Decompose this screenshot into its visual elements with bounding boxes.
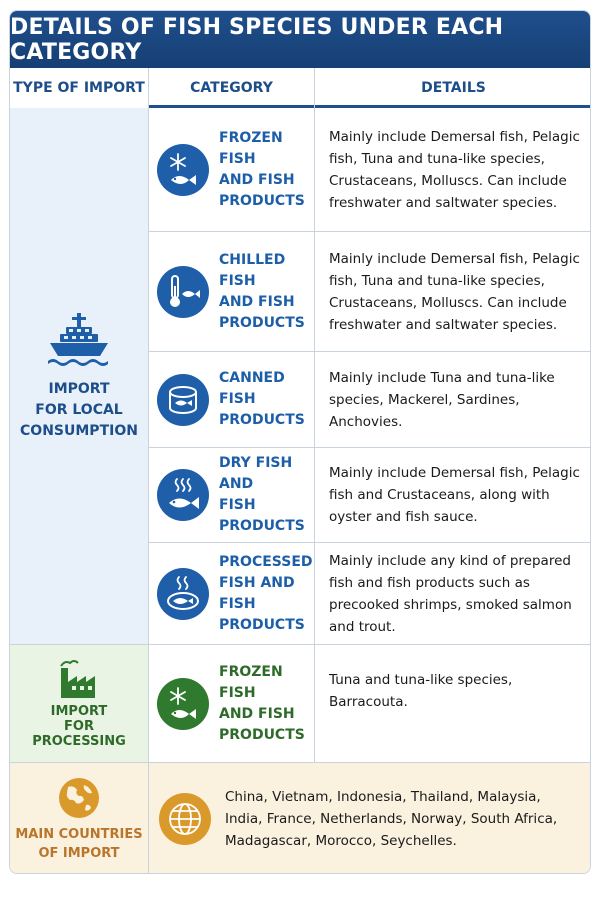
category-cell [148, 645, 314, 762]
details-text: Mainly include any kind of prepared fish and fish products such as precooked shrimps, smoked salmon and trout. [329, 552, 572, 635]
table-row [148, 645, 591, 763]
details-cell [314, 448, 591, 542]
category-label: CHILLED FISH AND FISH PRODUCTS [219, 251, 305, 331]
fish-species-table [9, 10, 591, 874]
type-local-label: IMPORT FOR LOCAL CONSUMPTION [20, 380, 138, 439]
category-cell [148, 352, 314, 447]
snowflake-fish-icon [157, 144, 209, 196]
table-row [148, 543, 591, 645]
header-details: DETAILS [314, 68, 591, 108]
category-label: CANNED FISH PRODUCTS [219, 370, 305, 428]
table-row [148, 448, 591, 543]
page-title: DETAILS OF FISH SPECIES UNDER EACH CATEGORY [10, 14, 504, 65]
type-processing [10, 645, 148, 763]
globe-icon [56, 775, 102, 821]
snowflake-fish-icon [157, 678, 209, 730]
countries-row [148, 763, 591, 874]
category-cell [148, 232, 314, 351]
grid-globe-icon [159, 793, 211, 845]
details-cell [314, 352, 591, 447]
thermometer-fish-icon [157, 266, 209, 318]
category-label: DRY FISH AND FISH PRODUCTS [219, 455, 305, 534]
details-text: Tuna and tuna-like species, Barracouta. [329, 672, 513, 710]
ship-icon [46, 311, 112, 371]
title-bar [10, 11, 591, 68]
category-label: PROCESSED FISH AND FISH PRODUCTS [219, 553, 313, 633]
countries-list: China, Vietnam, Indonesia, Thailand, Malaysia, India, France, Netherlands, Norway, South Africa, Madagascar, Morocco, Seychelles. [225, 789, 558, 849]
details-text: Mainly include Demersal fish, Pelagic fish, Tuna and tuna-like species, Crustaceans, Molluscs. Can include freshwater and saltwater species. [329, 250, 580, 333]
table-row [148, 232, 591, 352]
fish-can-icon [157, 374, 209, 426]
details-text: Mainly include Demersal fish, Pelagic fish and Crustaceans, along with oyster and fish sauce. [329, 465, 580, 525]
category-cell [148, 543, 314, 644]
table-header [10, 68, 591, 108]
details-cell [314, 543, 591, 644]
table-row [148, 352, 591, 448]
details-cell [314, 232, 591, 351]
header-type-of-import: TYPE OF IMPORT [10, 68, 148, 108]
category-label: FROZEN FISH AND FISH PRODUCTS [219, 663, 305, 743]
details-text: Mainly include Tuna and tuna-like species, Mackerel, Sardines, Anchovies. [329, 369, 555, 430]
details-cell [314, 645, 591, 762]
table-row [148, 108, 591, 232]
factory-icon [55, 658, 103, 702]
type-local-consumption [10, 108, 148, 645]
type-processing-label: IMPORT FOR PROCESSING [32, 704, 126, 749]
header-category: CATEGORY [148, 68, 314, 108]
processed-fish-plate-icon [157, 568, 209, 620]
category-label: FROZEN FISH AND FISH PRODUCTS [219, 129, 305, 209]
category-cell [148, 448, 314, 542]
details-cell [314, 108, 591, 231]
details-text: Mainly include Demersal fish, Pelagic fish, Tuna and tuna-like species, Crustaceans, Molluscs. Can include freshwater and saltwater species. [329, 128, 580, 211]
type-main-countries [10, 763, 148, 874]
type-countries-label: MAIN COUNTRIES OF IMPORT [15, 827, 143, 861]
category-cell [148, 108, 314, 231]
dry-fish-icon [157, 469, 209, 521]
